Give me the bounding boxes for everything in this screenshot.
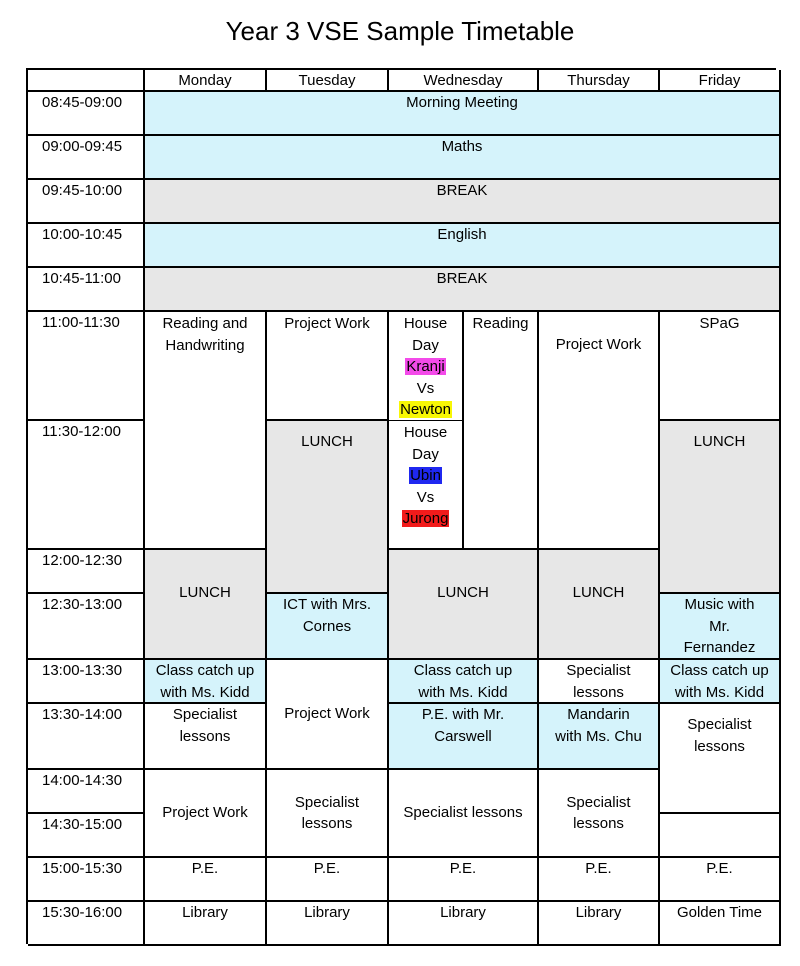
house-label: Kranji bbox=[406, 358, 445, 375]
cell-line: Cornes bbox=[302, 617, 352, 635]
house-label: Newton bbox=[400, 401, 451, 418]
thursday-specialist-1 bbox=[539, 660, 660, 704]
tuesday-project-work-am: Project Work bbox=[267, 312, 389, 421]
wednesday-pe-carswell bbox=[389, 704, 539, 770]
house-label: Ubin bbox=[410, 467, 441, 484]
house-kranji bbox=[393, 356, 458, 378]
house-ubin bbox=[393, 465, 458, 487]
break-cell: BREAK bbox=[145, 268, 781, 312]
time-cell: 09:45-10:00 bbox=[28, 180, 145, 224]
house-newton bbox=[393, 399, 458, 421]
cell-line: Specialist bbox=[687, 716, 752, 733]
wednesday-specialist bbox=[389, 770, 539, 858]
time-cell: 13:00-13:30 bbox=[28, 660, 145, 704]
wednesday-pe: P.E. bbox=[389, 858, 539, 902]
time-cell: 11:00-11:30 bbox=[28, 312, 145, 421]
wednesday-house-day-2 bbox=[389, 421, 464, 550]
thursday-lunch: LUNCH bbox=[539, 550, 660, 660]
time-cell: 10:45-11:00 bbox=[28, 268, 145, 312]
cell-line: Class catch up bbox=[413, 662, 513, 679]
wednesday-library: Library bbox=[389, 902, 539, 946]
cell-line: Specialist bbox=[566, 662, 631, 679]
cell-line: with Ms. Kidd bbox=[674, 683, 765, 701]
monday-pe: P.E. bbox=[145, 858, 267, 902]
cell-line: Mr. bbox=[709, 617, 730, 635]
tuesday-library: Library bbox=[267, 902, 389, 946]
cell-line: lessons bbox=[694, 737, 745, 755]
page-title: Year 3 VSE Sample Timetable bbox=[225, 16, 575, 46]
cell-line: Reading and bbox=[162, 315, 248, 332]
tuesday-pe: P.E. bbox=[267, 858, 389, 902]
friday-music bbox=[660, 594, 781, 660]
time-cell: 15:00-15:30 bbox=[28, 858, 145, 902]
wednesday-lunch: LUNCH bbox=[389, 550, 539, 660]
thursday-project-work: Project Work bbox=[539, 312, 660, 550]
time-cell: 13:30-14:00 bbox=[28, 704, 145, 770]
friday-empty bbox=[660, 814, 781, 858]
tuesday-project-work-pm bbox=[267, 660, 389, 770]
tuesday-specialist bbox=[267, 770, 389, 858]
morning-meeting-cell: Morning Meeting bbox=[145, 92, 781, 136]
cell-line: Specialist bbox=[294, 793, 360, 811]
cell-line: lessons bbox=[573, 815, 624, 832]
time-cell: 14:00-14:30 bbox=[28, 770, 145, 814]
cell-line: Day bbox=[412, 445, 439, 463]
wednesday-reading: Reading bbox=[464, 312, 539, 550]
friday-catch-up bbox=[660, 660, 781, 704]
time-cell: 14:30-15:00 bbox=[28, 814, 145, 858]
friday-pe: P.E. bbox=[660, 858, 781, 902]
time-cell: 15:30-16:00 bbox=[28, 902, 145, 946]
maths-cell: Maths bbox=[145, 136, 781, 180]
time-cell: 10:00-10:45 bbox=[28, 224, 145, 268]
cell-line: House bbox=[403, 315, 448, 332]
cell-line: with Ms. Kidd bbox=[418, 683, 508, 701]
cell-line: House bbox=[403, 424, 448, 441]
day-header-wednesday: Wednesday bbox=[389, 70, 539, 92]
thursday-library: Library bbox=[539, 902, 660, 946]
friday-spag: SPaG bbox=[660, 312, 781, 421]
monday-specialist bbox=[145, 704, 267, 770]
wednesday-house-day-1 bbox=[389, 312, 464, 421]
cell-line: Carswell bbox=[434, 727, 492, 745]
cell-text: Project Work bbox=[284, 705, 370, 723]
thursday-pe: P.E. bbox=[539, 858, 660, 902]
cell-line: Class catch up bbox=[670, 662, 769, 679]
monday-project-work bbox=[145, 770, 267, 858]
time-cell: 12:00-12:30 bbox=[28, 550, 145, 594]
monday-reading-handwriting bbox=[145, 312, 267, 550]
cell-line: Specialist bbox=[566, 793, 631, 811]
cell-line: lessons bbox=[573, 683, 624, 701]
thursday-specialist-2 bbox=[539, 770, 660, 858]
time-cell: 08:45-09:00 bbox=[28, 92, 145, 136]
english-cell: English bbox=[145, 224, 781, 268]
tuesday-lunch: LUNCH bbox=[267, 421, 389, 594]
cell-line: Mandarin bbox=[567, 706, 630, 723]
corner-cell bbox=[28, 70, 145, 92]
day-header-tuesday: Tuesday bbox=[267, 70, 389, 92]
cell-line: Day bbox=[412, 336, 439, 354]
cell-line: Vs bbox=[416, 488, 435, 506]
cell-line: Specialist bbox=[172, 706, 238, 723]
wednesday-catch-up bbox=[389, 660, 539, 704]
house-jurong bbox=[393, 508, 458, 530]
monday-catch-up bbox=[145, 660, 267, 704]
cell-line: with Ms. Kidd bbox=[160, 683, 250, 701]
time-cell: 11:30-12:00 bbox=[28, 421, 145, 550]
cell-text: Specialist lessons bbox=[403, 804, 523, 822]
thursday-mandarin bbox=[539, 704, 660, 770]
friday-golden-time: Golden Time bbox=[660, 902, 781, 946]
cell-line: with Ms. Chu bbox=[555, 727, 642, 745]
day-header-monday: Monday bbox=[145, 70, 267, 92]
tuesday-ict bbox=[267, 594, 389, 660]
friday-specialist bbox=[660, 704, 781, 814]
cell-line: Class catch up bbox=[155, 662, 255, 679]
friday-lunch: LUNCH bbox=[660, 421, 781, 594]
cell-line: ICT with Mrs. bbox=[282, 596, 372, 613]
timetable bbox=[26, 68, 776, 944]
day-header-friday: Friday bbox=[660, 70, 781, 92]
house-label: Jurong bbox=[402, 510, 449, 527]
cell-line: Music with bbox=[684, 596, 755, 613]
cell-line: P.E. with Mr. bbox=[421, 706, 505, 723]
cell-text: Project Work bbox=[162, 804, 248, 822]
cell-line: Handwriting bbox=[165, 336, 245, 354]
monday-lunch: LUNCH bbox=[145, 550, 267, 660]
break-cell: BREAK bbox=[145, 180, 781, 224]
monday-library: Library bbox=[145, 902, 267, 946]
cell-line: Fernandez bbox=[683, 639, 756, 656]
time-cell: 12:30-13:00 bbox=[28, 594, 145, 660]
day-header-thursday: Thursday bbox=[539, 70, 660, 92]
cell-line: Vs bbox=[416, 379, 435, 397]
cell-line: lessons bbox=[301, 815, 353, 832]
time-cell: 09:00-09:45 bbox=[28, 136, 145, 180]
cell-line: lessons bbox=[179, 727, 231, 745]
